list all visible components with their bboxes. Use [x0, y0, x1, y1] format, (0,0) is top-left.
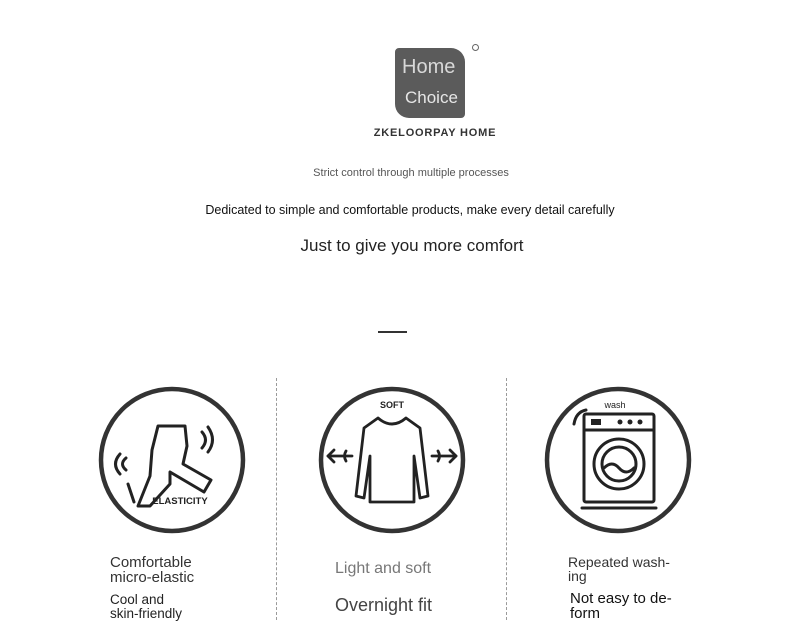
logo-text-home: Home — [402, 56, 456, 78]
feature-badge-elasticity: ELASTICITY — [152, 496, 208, 507]
section-divider — [378, 331, 407, 333]
feature-subtitle-wash: Not easy to de- form — [570, 590, 672, 622]
tagline-small: Strict control through multiple processes — [313, 167, 509, 179]
brand-logo — [395, 48, 465, 118]
leggings-icon — [96, 384, 248, 536]
brand-name: ZKELOORPAY HOME — [373, 127, 497, 139]
registered-mark-icon — [472, 44, 479, 51]
feature-badge-soft: SOFT — [380, 400, 404, 410]
feature-subtitle-elasticity: Cool and skin-friendly — [110, 592, 183, 621]
column-divider — [506, 378, 507, 620]
feature-badge-wash: wash — [604, 400, 626, 410]
feature-title-elasticity: Comfortable micro-elastic — [110, 554, 195, 586]
feature-title-wash: Repeated wash- ing — [568, 554, 670, 584]
tagline-medium: Dedicated to simple and comfortable products, make every detail carefully — [205, 203, 615, 217]
feature-subtitle-soft: Overnight fit — [335, 595, 433, 615]
shirt-icon — [316, 384, 468, 536]
feature-title-soft: Light and soft — [335, 560, 432, 577]
washing-machine-icon — [542, 384, 694, 536]
column-divider — [276, 378, 277, 620]
tagline-large: Just to give you more comfort — [300, 236, 524, 255]
logo-text-choice: Choice — [405, 88, 458, 107]
